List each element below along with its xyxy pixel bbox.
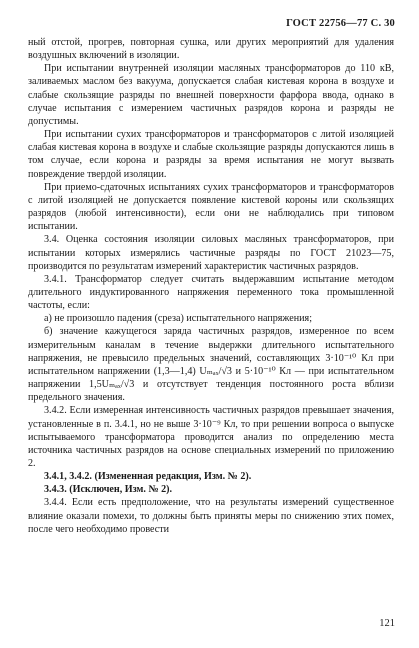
paragraph-3-4: 3.4. Оценка состояния изоляции силовых масляных трансформаторов, при испытании которых измерялись частичные разряды по ГОСТ 21023—75, производится по результатам измерений характеристик частичных разрядов. [28,234,394,272]
paragraph-oil-transformers: При испытании внутренней изоляции масляных трансформаторов до 110 кВ, заливаемых маслом без вакуума, допускается слабая кистевая корона в воздухе и слабые скользящие разряды по внешней поверхности фарфора ввода, однако в случае испытания с измерением частичных разрядов корона и разряды не допустимы. [28,63,394,127]
paragraph-dry-transformers: При испытании сухих трансформаторов и трансформаторов с литой изоляцией слабая кистевая корона в воздухе и слабые скользящие разряды допускаются лишь в том случае, если корона и разряды за время испытания не могут вызвать повреждение твердой изоляции. [28,129,394,180]
paragraph-3-4-4: 3.4.4. Если есть предположение, что на результаты измерений существенное влияние оказали помехи, то должны быть приняты меры по снижению этих помех, после чего необходимо провести [28,497,394,535]
paragraph-acceptance-tests: При приемо-сдаточных испытаниях сухих трансформаторов и трансформаторов с литой изоляцией не допускается появление кистевой короны или скользящих разрядов (любой интенсивности), если они не наблюдались при типовом испытании. [28,181,394,233]
list-item-a: а) не произошло падения (среза) испытательного напряжения; [44,313,313,325]
paragraph-3-4-2: 3.4.2. Если измеренная интенсивность частичных разрядов превышает значения, установленные в п. 3.4.1, но не выше 3·10⁻⁹ Кл, то при решении вопроса о выпуске испытываемого трансформатора проводится анализ по определению места источника частичных разрядов на основе специальных измерений по приложению 2. [28,405,394,469]
document-body [28,36,394,536]
list-item-b: б) значение кажущегося заряда частичных разрядов, измеренное по всем измерительным каналам в течение выдержки длительного испытательного напряжения, не превысило предельных значений, составляющих 3·10⁻¹⁰ Кл при испытательном напряжении (1,3—1,4) Uₘₐₓ/√3 и 5·10⁻¹⁰ Кл — при испытательном напряжении 1,5Uₘₐₓ/√3 и отсутствует тенденция постоянного роста вблизи предельного значения. [28,326,394,404]
paragraph-continuation: ный отстой, прогрев, повторная сушка, или других мероприятий для удаления воздушных включений в изоляции. [28,37,394,62]
amendment-note: 3.4.1, 3.4.2. (Измененная редакция, Изм. № 2). [44,471,252,483]
paragraph-3-4-1: 3.4.1. Трансформатор следует считать выдержавшим испытание методом длительного индуктированного напряжения переменного тока промышленной частоты, если: [28,273,394,312]
page-number: 121 [379,618,395,629]
excluded-note: 3.4.3. (Исключен, Изм. № 2). [44,484,173,496]
page-header: ГОСТ 22756—77 С. 30 [286,18,395,29]
